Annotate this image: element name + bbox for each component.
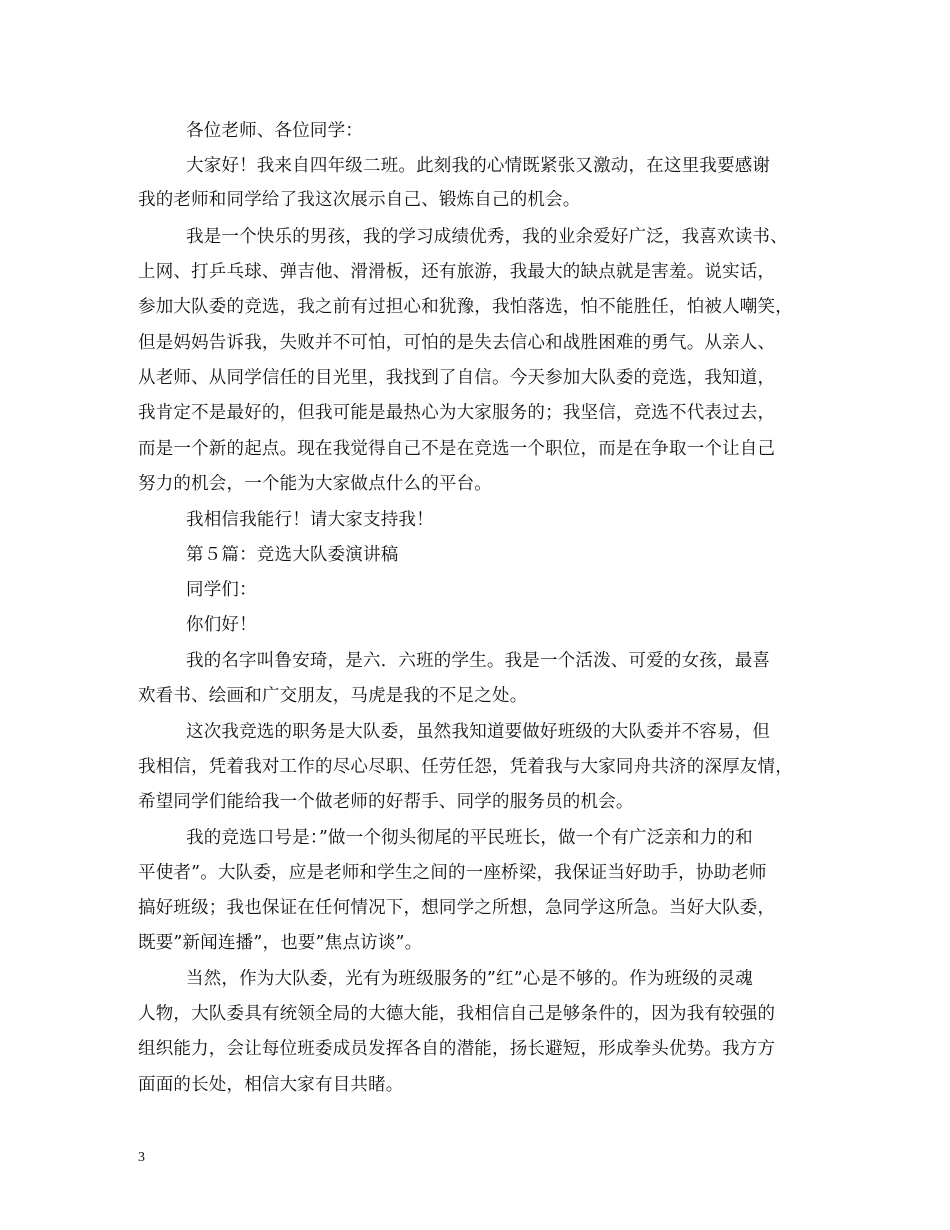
text-line: 面面的长处，相信大家有目共睹。 — [138, 1075, 404, 1095]
text-line: 希望同学们能给我一个做老师的好帮手、同学的服务员的机会。 — [138, 792, 634, 812]
text-line: 当然，作为大队委，光有为班级服务的”红”心是不够的。作为班级的灵魂 — [186, 969, 753, 989]
text-line: 我的名字叫鲁安琦，是六．六班的学生。我是一个活泼、可爱的女孩，最喜 — [186, 651, 771, 671]
text-line: 搞好班级；我也保证在任何情况下，想同学之所想，急同学这所急。当好大队委， — [138, 898, 776, 918]
text-line: 组织能力，会让每位班委成员发挥各自的潜能，扬长避短，形成拳头优势。我方方 — [138, 1039, 776, 1059]
section-heading: 第５篇：竞选大队委演讲稿 — [186, 545, 399, 565]
text-line: 我的老师和同学给了我这次展示自己、锻炼自己的机会。 — [138, 190, 581, 210]
text-line: 我肯定不是最好的，但我可能是最热心为大家服务的；我坚信，竞选不代表过去， — [138, 403, 776, 423]
text-line: 但是妈妈告诉我，失败并不可怕，可怕的是失去信心和战胜困难的勇气。从亲人、 — [138, 333, 776, 353]
text-line: 人物，大队委具有统领全局的大德大能，我相信自己是够条件的，因为我有较强的 — [138, 1004, 776, 1024]
text-line: 你们好！ — [186, 615, 257, 635]
text-line: 我是一个快乐的男孩，我的学习成绩优秀，我的业余爱好广泛，我喜欢读书、 — [186, 227, 788, 247]
text-line: 上网、打乒乓球、弹吉他、滑滑板，还有旅游，我最大的缺点就是害羞。说实话， — [138, 262, 776, 282]
text-line: 我相信我能行！请大家支持我！ — [186, 510, 434, 530]
text-line: 这次我竞选的职务是大队委，虽然我知道要做好班级的大队委并不容易，但 — [186, 722, 771, 742]
text-line: 而是一个新的起点。现在我觉得自己不是在竞选一个职位，而是在争取一个让自己 — [138, 439, 776, 459]
text-line: 各位老师、各位同学： — [186, 121, 363, 141]
page-number: 3 — [138, 1150, 145, 1165]
text-line: 大家好！我来自四年级二班。此刻我的心情既紧张又激动，在这里我要感谢 — [186, 156, 771, 176]
text-line: 参加大队委的竞选，我之前有过担心和犹豫，我怕落选，怕不能胜任，怕被人嘲笑， — [138, 297, 793, 317]
text-line: 努力的机会，一个能为大家做点什么的平台。 — [138, 474, 492, 494]
text-line: 欢看书、绘画和广交朋友，马虎是我的不足之处。 — [138, 686, 528, 706]
text-line: 我相信，凭着我对工作的尽心尽职、任劳任怨，凭着我与大家同舟共济的深厚友情， — [138, 757, 793, 777]
text-line: 从老师、从同学信任的目光里，我找到了自信。今天参加大队委的竞选，我知道， — [138, 368, 776, 388]
text-line: 既要”新闻连播”，也要”焦点访谈”。 — [138, 933, 423, 953]
text-line: 同学们： — [186, 580, 257, 600]
text-line: 平使者”。大队委，应是老师和学生之间的一座桥梁，我保证当好助手，协助老师 — [138, 863, 767, 883]
text-line: 我的竞选口号是：”做一个彻头彻尾的平民班长，做一个有广泛亲和力的和 — [186, 828, 753, 848]
